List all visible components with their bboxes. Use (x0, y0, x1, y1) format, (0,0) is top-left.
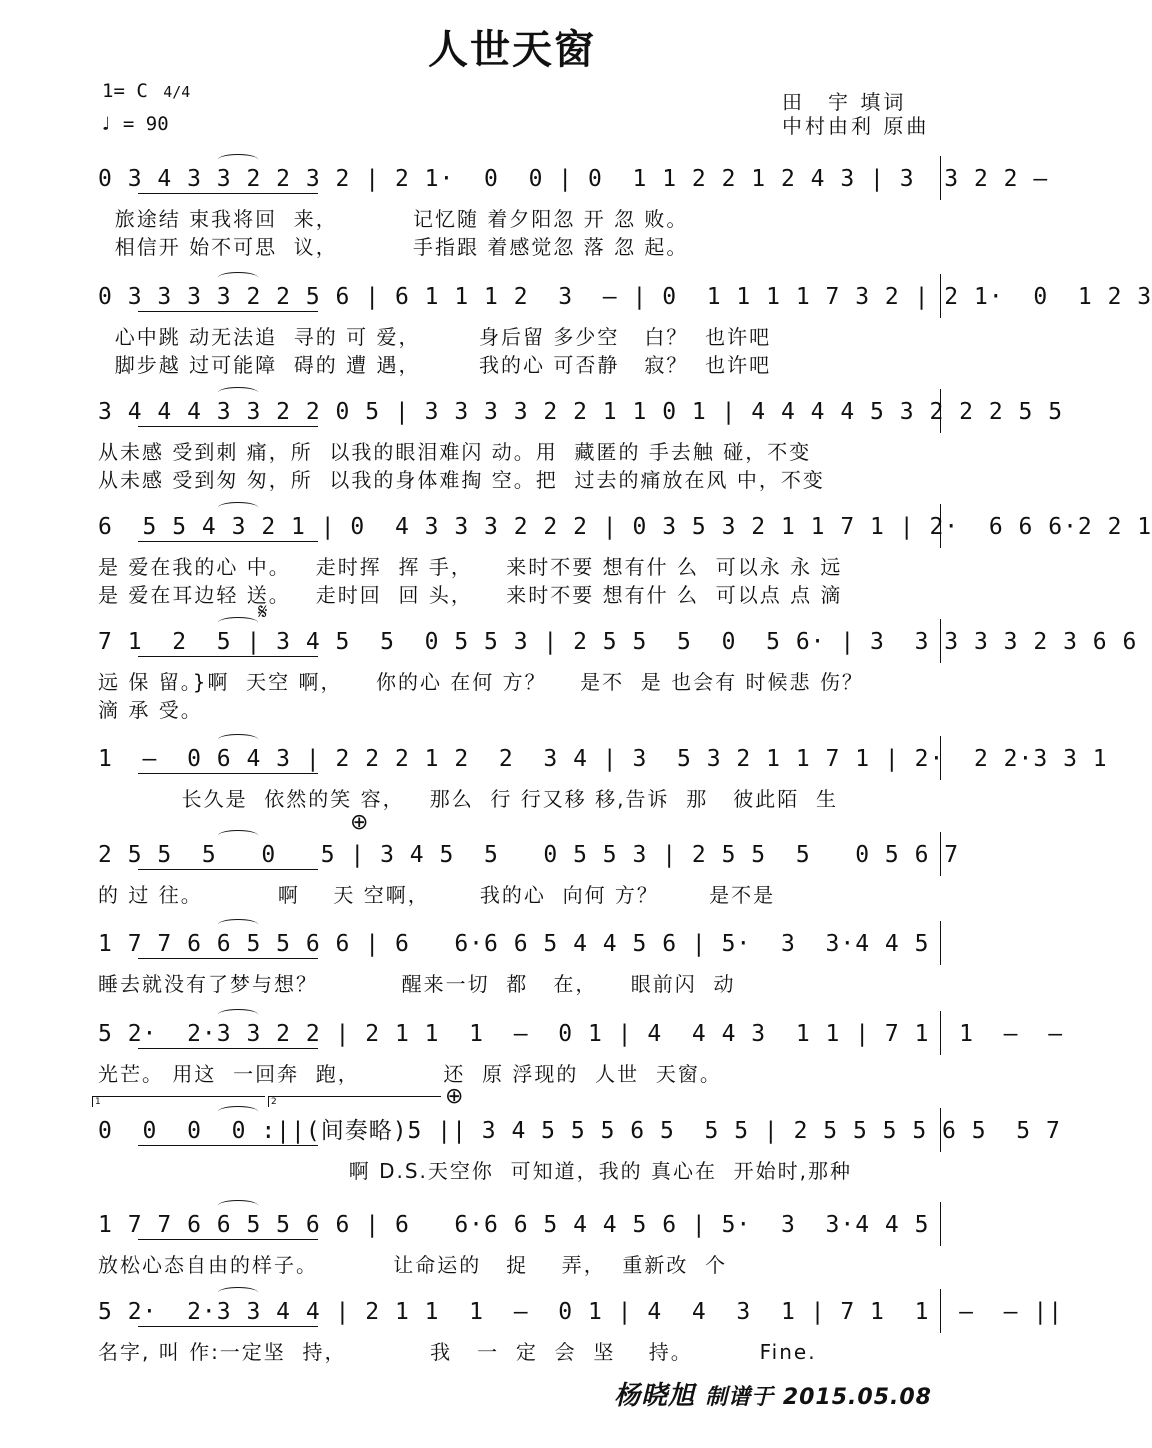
lyric-line-1: 光芒。 用这 一回奔 跑， 还 原 浮现的 人世 天窗。 (98, 1062, 722, 1086)
beam-line (138, 656, 318, 657)
notation-line: 1 — 0 6 4 3 | 2 2 2 1 2 2 3 4 | 3 5 3 2 1 1 7 1 | 2· 2 2·3 3 1 (98, 746, 1108, 772)
slur-mark (218, 272, 258, 283)
barline (940, 504, 941, 548)
notation-line: 0 3 3 3 3 2 2 5 6 | 6 1 1 1 2 3 — | 0 1 1 1 1 7 3 2 | 2 1· 0 1 2 3 (98, 284, 1152, 310)
time-signature: 4/4 (163, 83, 191, 101)
barline (940, 274, 941, 318)
composer-credit: 中村由利 原曲 (782, 114, 930, 138)
notation-line: 5 2· 2·3 3 4 4 | 2 1 1 1 — 0 1 | 4 4 3 1 | 7 1 1 — — || (98, 1299, 1064, 1325)
barline (940, 389, 941, 433)
segno-sign: 𝄋 (258, 600, 268, 625)
barline (940, 736, 941, 780)
slur-mark (218, 830, 258, 841)
lyric-line-1: 睡去就没有了梦与想？ 醒来一切 都 在， 眼前闪 动 (98, 972, 736, 996)
song-title: 人世天窗 (428, 27, 596, 73)
slur-mark (218, 919, 258, 930)
lyric-line-1: 是 爱在我的心 中。 走时挥 挥 手， 来时不要 想有什 么 可以永 永 远 (98, 555, 843, 579)
lyric-line-2: 从未感 受到匆 匆，所 以我的身体难掏 空。把 过去的痛放在风 中，不变 (98, 468, 825, 492)
lyric-line-1: 放松心态自由的样子。 让命运的 捉 弄， 重新改 个 (98, 1253, 728, 1277)
notation-line: 1 7 7 6 6 5 5 6 6 | 6 6·6 6 5 4 4 5 6 | 5· 3 3·4 4 5 (98, 1212, 930, 1238)
barline (940, 832, 941, 876)
lyric-line-1: 从未感 受到刺 痛，所 以我的眼泪难闪 动。用 藏匿的 手去触 碰，不变 (98, 440, 812, 464)
notation-line: 0 0 0 0 :||(间奏略)5 || 3 4 5 5 5 6 5 5 5 | 2 5 5 5 5 6 5 5 7 (98, 1118, 1061, 1144)
lyric-line-1: 名字, 叫 作:一定坚 持， 我 一 定 会 坚 持。 Fine. (98, 1340, 817, 1364)
beam-line (138, 1048, 318, 1049)
barline (940, 1202, 941, 1246)
notation-line: 2 5 5 5 0 5 | 3 4 5 5 0 5 5 3 | 2 5 5 5 0 5 6 7 (98, 842, 960, 868)
lyric-line-2: 相信开 始不可思 议， 手指跟 着感觉忽 落 忽 起。 (98, 235, 689, 259)
beam-line (138, 958, 318, 959)
beam-line (138, 773, 318, 774)
slur-mark (218, 1106, 258, 1117)
notation-line: 6 5 5 4 3 2 1 | 0 4 3 3 3 2 2 2 | 0 3 5 3 2 1 1 7 1 | 2· 6 6 6·2 2 1 (98, 514, 1152, 540)
barline (940, 1289, 941, 1333)
notation-line: 3 4 4 4 3 3 2 2 0 5 | 3 3 3 3 2 2 1 1 0 1 | 4 4 4 4 5 3 2 2 2 5 5 (98, 399, 1064, 425)
beam-line (138, 1326, 318, 1327)
beam-line (138, 193, 318, 194)
barline (940, 1011, 941, 1055)
slur-mark (218, 154, 258, 165)
beam-line (138, 426, 318, 427)
beam-line (138, 869, 318, 870)
lyric-line-2: 脚步越 过可能障 碍的 遭 遇， 我的心 可否静 寂？ 也许吧 (98, 353, 772, 377)
coda-sign: ⊕ (445, 1084, 464, 1109)
coda-sign: ⊕ (350, 810, 369, 835)
beam-line (138, 1145, 318, 1146)
lyric-line-1: 旅途结 束我将回 来， 记忆随 着夕阳忽 开 忽 败。 (98, 207, 689, 231)
notation-line: 5 2· 2·3 3 2 2 | 2 1 1 1 — 0 1 | 4 4 4 3 1 1 | 7 1 1 — — (98, 1021, 1064, 1047)
barline (940, 1108, 941, 1152)
arranger-name: 杨晓旭 (614, 1381, 696, 1411)
arranger-date: 制谱于 2015.05.08 (705, 1385, 932, 1410)
tempo-marking: ♩ = 90 (100, 113, 169, 135)
key-label: 1= C (102, 80, 148, 102)
lyric-line-2: 是 爱在耳边轻 送。 走时回 回 头， 来时不要 想有什 么 可以点 点 滴 (98, 583, 843, 607)
notation-line: 7 1 2 5 | 3 4 5 5 0 5 5 3 | 2 5 5 5 0 5 6· | 3 3 3 3 3 2 3 6 6 (98, 629, 1138, 655)
lyric-line-1: 远 保 留。}啊 天空 啊， 你的心 在何 方？ 是不 是 也会有 时候悲 伤？ (98, 670, 864, 694)
slur-mark (218, 1200, 258, 1211)
signature (614, 1375, 932, 1412)
slur-mark (218, 617, 258, 628)
slur-mark (218, 1287, 258, 1298)
lyric-line-1: 心中跳 动无法追 寻的 可 爱， 身后留 多少空 白？ 也许吧 (98, 325, 772, 349)
volta-bracket: 2 (268, 1096, 441, 1107)
slur-mark (218, 502, 258, 513)
barline (940, 921, 941, 965)
volta-bracket: 1 (92, 1096, 265, 1107)
key-signature (102, 80, 190, 102)
barline (940, 619, 941, 663)
barline (940, 156, 941, 200)
beam-line (138, 311, 318, 312)
notation-line: 0 3 4 3 3 2 2 3 2 | 2 1· 0 0 | 0 1 1 2 2 1 2 4 3 | 3 3 2 2 — (98, 166, 1049, 192)
beam-line (138, 1239, 318, 1240)
slur-mark (218, 734, 258, 745)
slur-mark (218, 1009, 258, 1020)
notation-line: 1 7 7 6 6 5 5 6 6 | 6 6·6 6 5 4 4 5 6 | 5· 3 3·4 4 5 (98, 931, 930, 957)
lyric-line-1: 的 过 往。 啊 天 空啊， 我的心 向何 方？ 是不是 (98, 883, 776, 907)
lyric-line-1: 长久是 依然的笑 容， 那么 行 行又移 移,告诉 那 彼此陌 生 (98, 787, 839, 811)
slur-mark (218, 387, 258, 398)
lyric-line-1: 啊 D.S.天空你 可知道，我的 真心在 开始时,那种 (98, 1159, 853, 1183)
lyric-line-2: 滴 承 受。 (98, 698, 203, 722)
beam-line (138, 541, 318, 542)
lyricist-credit: 田 宇 填词 (782, 90, 907, 114)
